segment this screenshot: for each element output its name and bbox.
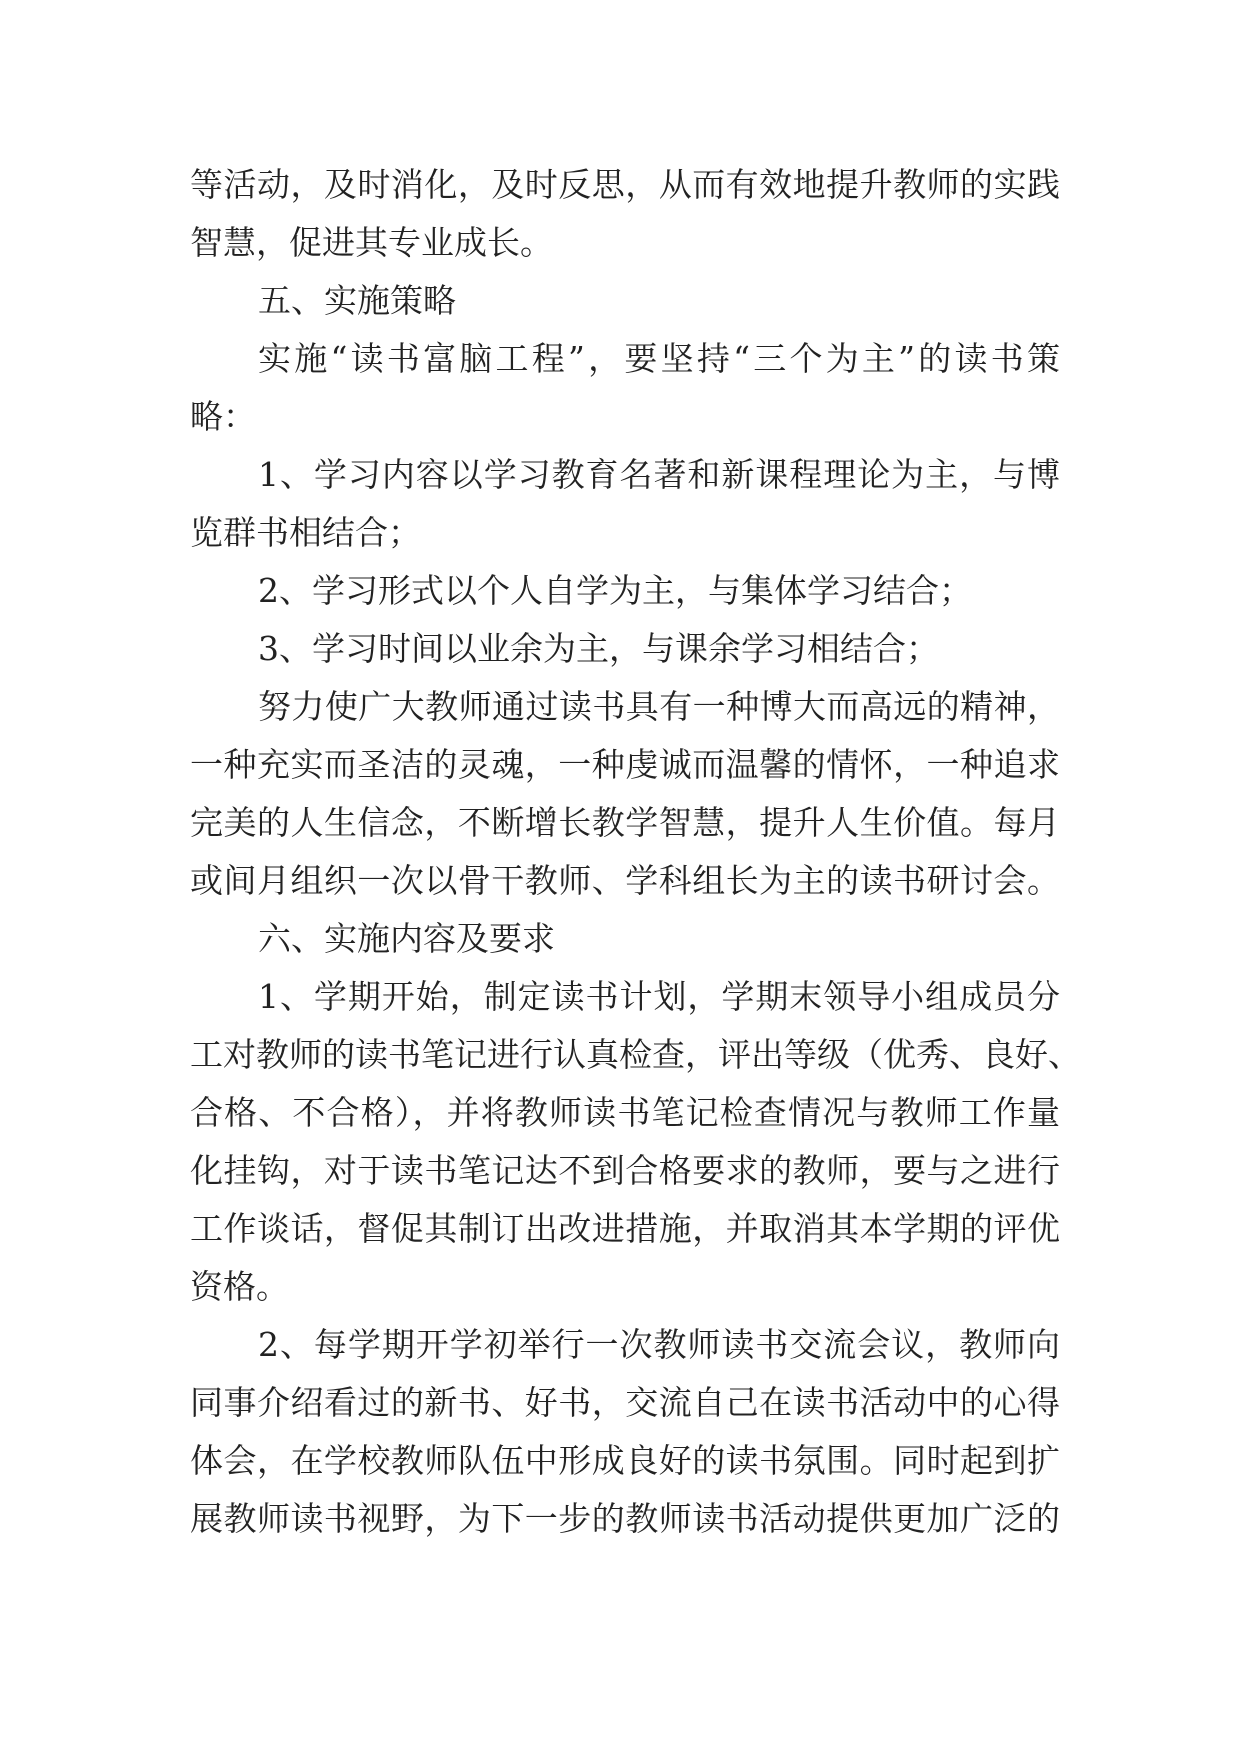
text-line: 一种充实而圣洁的灵魂，一种虔诚而温馨的情怀，一种追求: [190, 745, 1060, 784]
text-line: 完美的人生信念，不断增长教学智慧，提升人生价值。每月: [190, 803, 1060, 842]
text-line: 努力使广大教师通过读书具有一种博大而高远的精神，: [258, 687, 1060, 726]
text-line: 化挂钩，对于读书笔记达不到合格要求的教师，要与之进行: [190, 1151, 1060, 1190]
section-heading: 五、实施策略: [258, 281, 456, 320]
section-heading: 六、实施内容及要求: [258, 919, 555, 958]
text-line: 同事介绍看过的新书、好书，交流自己在读书活动中的心得: [190, 1383, 1060, 1422]
text-line: 2、每学期开学初举行一次教师读书交流会议，教师向: [258, 1325, 1060, 1364]
text-line: 智慧，促进其专业成长。: [190, 223, 553, 262]
text-line: 工对教师的读书笔记进行认真检查，评出等级（优秀、良好、: [190, 1035, 1081, 1074]
text-line: 合格、不合格），并将教师读书笔记检查情况与教师工作量: [190, 1093, 1060, 1132]
text-line: 展教师读书视野，为下一步的教师读书活动提供更加广泛的: [190, 1499, 1060, 1538]
text-line: 3、学习时间以业余为主，与课余学习相结合；: [258, 629, 939, 668]
text-line: 体会，在学校教师队伍中形成良好的读书氛围。同时起到扩: [190, 1441, 1060, 1480]
text-line: 览群书相结合；: [190, 513, 421, 552]
text-line: 1、学期开始，制定读书计划，学期末领导小组成员分: [258, 977, 1060, 1016]
text-line: 2、学习形式以个人自学为主，与集体学习结合；: [258, 571, 972, 610]
text-line: 略：: [190, 397, 256, 436]
text-line: 或间月组织一次以骨干教师、学科组长为主的读书研讨会。: [190, 861, 1060, 900]
text-line: 工作谈话，督促其制订出改进措施，并取消其本学期的评优: [190, 1209, 1060, 1248]
text-line: 1、学习内容以学习教育名著和新课程理论为主，与博: [258, 455, 1060, 494]
text-line: 等活动，及时消化，及时反思，从而有效地提升教师的实践: [190, 165, 1060, 204]
text-line: 资格。: [190, 1267, 289, 1306]
text-line: 实施“读书富脑工程”，要坚持“三个为主”的读书策: [258, 339, 1060, 378]
